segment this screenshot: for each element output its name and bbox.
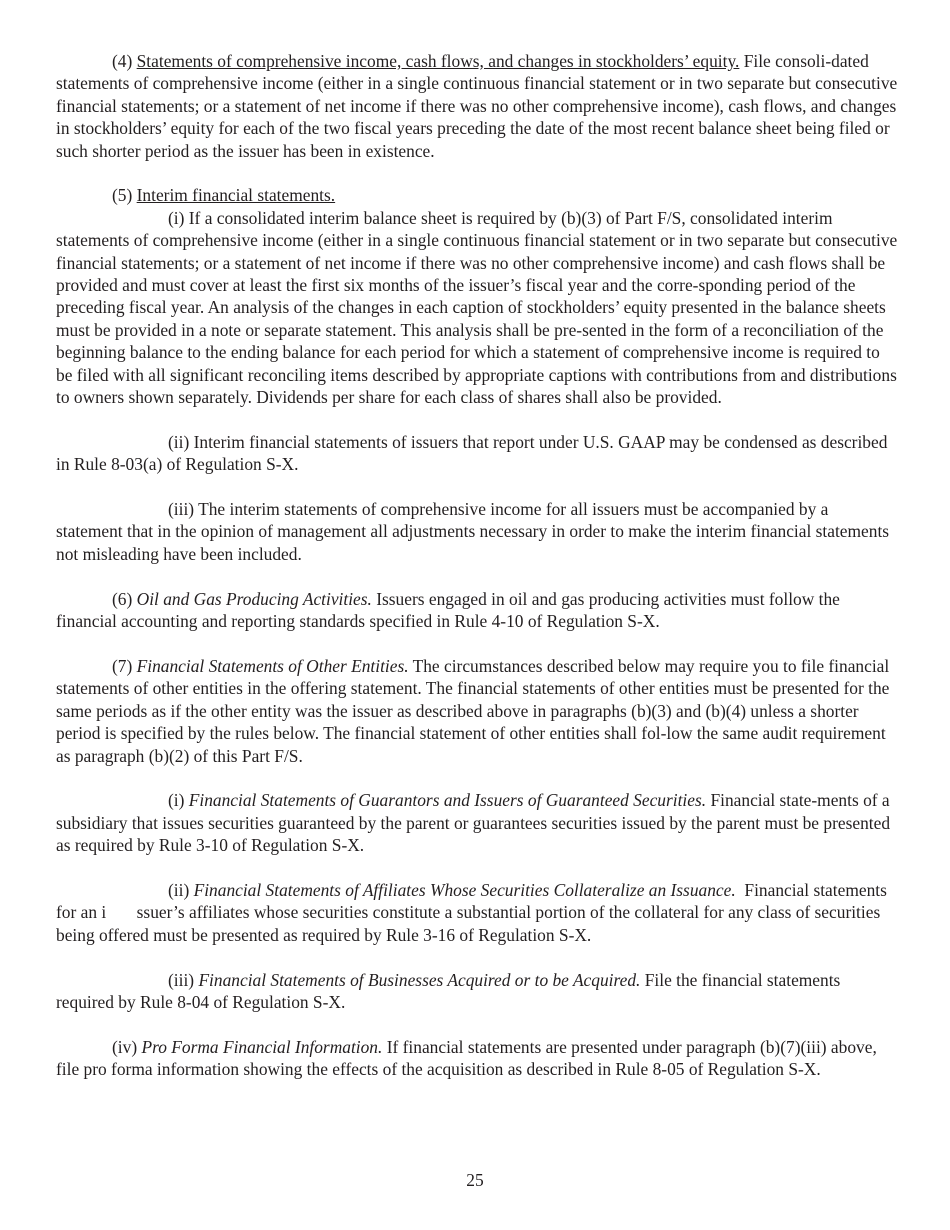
paragraph-number: (ii) — [168, 879, 194, 900]
paragraph-4 — [56, 50, 898, 162]
paragraph-heading: Financial Statements of Other Entities. — [136, 655, 409, 676]
paragraph-body: If financial statements are presented under paragraph (b)(7)(iii) above, file pro forma information showing the effects of the acquisition as described in Rule 8-05 of Regulation S-X. — [56, 1036, 877, 1080]
paragraph-heading: Financial Statements of Affiliates Whose Securities Collateralize an Issuance. — [193, 879, 736, 900]
paragraph-7-iii — [56, 969, 898, 1014]
paragraph-body: (ii) Interim financial statements of issuers that report under U.S. GAAP may be condensed as described in Rule 8-03(a) of Regulation S-X. — [56, 431, 888, 475]
paragraph-number: (i) — [168, 790, 189, 811]
paragraph-5-iii — [56, 498, 898, 565]
paragraph-7-iv — [56, 1036, 898, 1081]
paragraph-5-heading — [56, 184, 898, 206]
paragraph-heading: Oil and Gas Producing Activities. — [136, 588, 372, 609]
paragraph-number: (5) — [112, 185, 137, 206]
paragraph-number: (6) — [112, 588, 137, 609]
paragraph-heading: Pro Forma Financial Information. — [141, 1036, 383, 1057]
paragraph-7-i — [56, 789, 898, 856]
paragraph-body: Issuers engaged in oil and gas producing activities must follow the financial accounting and reporting standards specified in Rule 4-10 of Regulation S-X. — [56, 588, 840, 632]
paragraph-number: (iv) — [112, 1036, 142, 1057]
paragraph-body: File consoli-dated statements of comprehensive income (either in a single continuous financial statement or in two separate but consecutive financial statements; or a statement of net income if there was no other comprehensive income), cash flows, and changes in stockholders’ equity for each of the two fiscal years preceding the date of the most recent balance sheet being filed or such shorter period as the issuer has been in existence. — [56, 51, 898, 161]
paragraph-heading: Financial Statements of Businesses Acquired or to be Acquired. — [198, 969, 641, 990]
paragraph-body: The circumstances described below may require you to file financial statements of other entities in the offering statement. The financial statements of other entities must be presented for the same periods as if the other entity was the issuer as described above in paragraphs (b)(3) and (b)(4) unless a shorter period is specified by the rules below. The financial statement of other entities shall fol-low the same audit requirement as paragraph (b)(2) of this Part F/S. — [56, 655, 890, 766]
paragraph-5-i — [56, 207, 898, 409]
paragraph-7 — [56, 655, 898, 767]
paragraph-body: Financial statements for an i ssuer’s affiliates whose securities constitute a substantial portion of the collateral for any class of securities being offered must be presented as required by Rule 3-16 of Regulation S-X. — [56, 879, 892, 945]
paragraph-body: (iii) The interim statements of comprehensive income for all issuers must be accompanied by a statement that in the opinion of management all adjustments necessary in order to make the interim financial statements not misleading have been included. — [56, 499, 890, 564]
paragraph-7-ii — [56, 879, 898, 946]
page-number: 25 — [466, 1170, 484, 1190]
paragraph-5-ii — [56, 431, 898, 476]
paragraph-heading: Interim financial statements. — [136, 185, 336, 206]
paragraph-heading: Financial Statements of Guarantors and Issuers of Guaranteed Securities. — [188, 790, 707, 811]
paragraph-number: (iii) — [168, 969, 199, 990]
paragraph-body: File the financial statements required by Rule 8-04 of Regulation S-X. — [56, 969, 841, 1012]
paragraph-number: (7) — [112, 655, 137, 676]
paragraph-heading: Statements of comprehensive income, cash flows, and changes in stockholders’ equity. — [136, 51, 740, 71]
paragraph-body: (i) If a consolidated interim balance sheet is required by (b)(3) of Part F/S, consolidated interim statements of comprehensive income (either in a single continuous financial statement or in two separate but consecutive financial statements; or a statement of net income if there was no other comprehensive income) and cash flows shall be provided and must cover at least the first six months of the issuer’s fiscal year and the corre-sponding period of the preceding fiscal year. An analysis of the changes in each caption of stockholders’ equity presented in the balance sheets must be provided in a note or separate statement. This analysis shall be pre-sented in the form of a reconciliation of the beginning balance to the ending balance for each period for which a statement of comprehensive income is required to be filed with all significant reconciling items described by appropriate captions with contributions from and distributions to owners shown separately. Dividends per share for each class of shares shall also be provided. — [56, 207, 898, 408]
paragraph-6 — [56, 588, 898, 633]
document-page — [56, 50, 898, 1103]
paragraph-body: Financial state-ments of a subsidiary that issues securities guaranteed by the parent or guarantees securities issued by the parent must be presented as required by Rule 3-10 of Regulation S-X. — [56, 790, 891, 856]
paragraph-number: (4) — [112, 51, 137, 71]
